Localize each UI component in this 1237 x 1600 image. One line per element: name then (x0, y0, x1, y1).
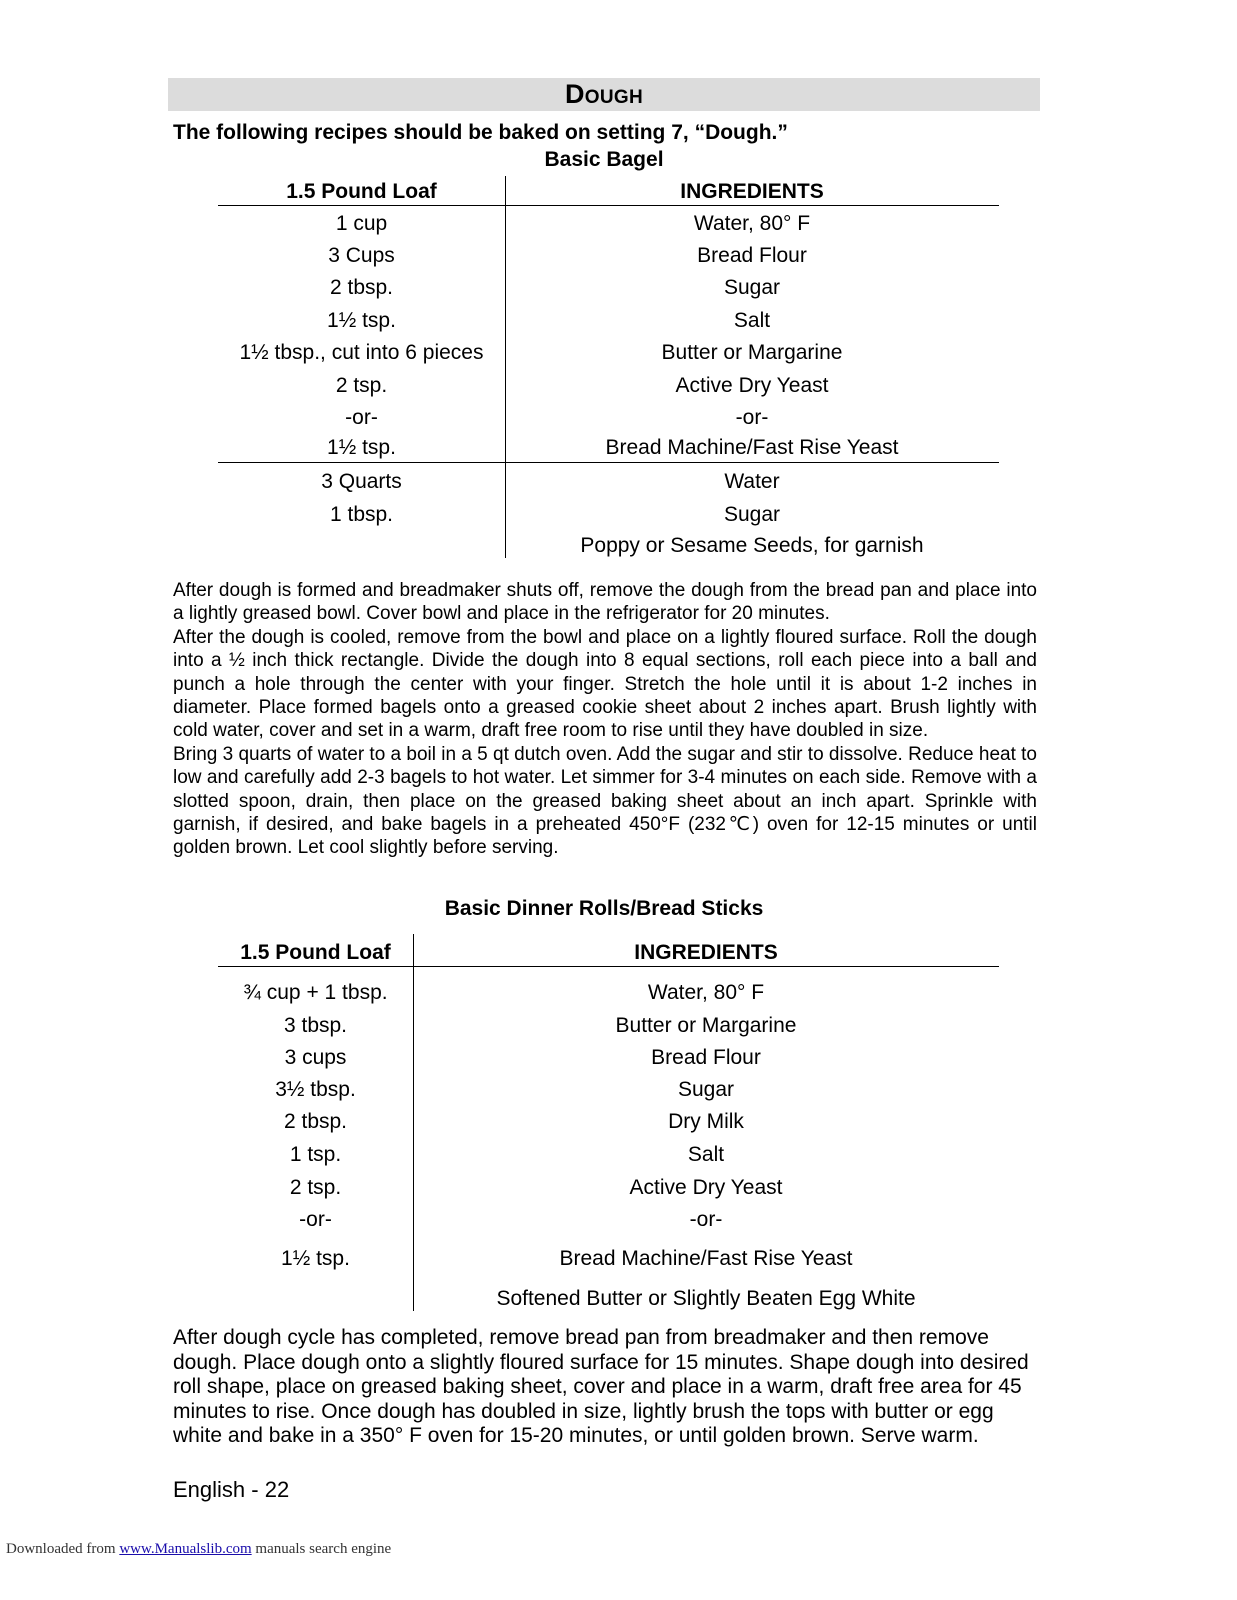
ingredient-cell: Sugar (677, 1078, 735, 1101)
ingredient-cell: Dry Milk (668, 1110, 744, 1133)
amount-cell: 3 Cups (328, 244, 395, 267)
ingredient-cell: Sugar (723, 503, 781, 526)
column-header-ingredients: INGREDIENTS (634, 941, 778, 964)
amount-cell: 3 cups (284, 1046, 347, 1069)
ingredient-cell: Salt (687, 1143, 725, 1166)
amount-cell: 1½ tsp. (327, 309, 396, 332)
ingredient-cell: Bread Flour (697, 244, 807, 267)
section-header (168, 78, 1040, 111)
ingredient-cell: Water, 80° F (647, 981, 765, 1004)
column-header-amount: 1.5 Pound Loaf (240, 941, 391, 964)
ingredient-cell: Bread Machine/Fast Rise Yeast (605, 436, 899, 459)
ingredient-cell: -or- (689, 1208, 723, 1231)
download-suffix: manuals search engine (251, 1541, 392, 1557)
instruction-paragraph: Bring 3 quarts of water to a boil in a 5 qt dutch oven. Add the sugar and stir to dissolve. Reduce heat to low and carefully add 2-3 bagels to hot water. Let simmer for 3-4 minutes on each side. Remove with a slotted spoon, drain, then place on the greased baking sheet about an inch apart. Sprinkle with garnish, if desired, and bake bagels in a preheated 450°F (232℃) oven for 12-15 minutes or until golden brown. Let cool slightly before serving. (173, 743, 1037, 859)
instruction-paragraph: After the dough is cooled, remove from the bowl and place on a lightly floured surface. Roll the dough into a ½ inch thick rectangle. Divide the dough into 8 equal sections, roll each piece into a ball and punch a hole through the center with your finger. Stretch the hole until it is about 1-2 inches in diameter. Place formed bagels onto a greased cookie sheet about 2 inches apart. Brush lightly with cold water, cover and set in a warm, draft free room to rise until they have doubled in size. (173, 626, 1037, 742)
ingredient-cell: Butter or Margarine (661, 341, 843, 364)
download-prefix: Downloaded from (6, 1541, 120, 1557)
amount-cell: 2 tsp. (289, 1176, 342, 1199)
bagel-instructions (173, 579, 1037, 860)
manualslib-link[interactable]: www.Manualslib.com (119, 1541, 252, 1557)
ingredient-cell: Water, 80° F (693, 212, 811, 235)
ingredient-cell: Softened Butter or Slightly Beaten Egg White (496, 1287, 916, 1310)
column-header-ingredients: INGREDIENTS (680, 180, 824, 203)
ingredient-cell: Bread Flour (651, 1046, 761, 1069)
ingredient-cell: Bread Machine/Fast Rise Yeast (559, 1247, 853, 1270)
ingredient-cell: Active Dry Yeast (629, 1176, 783, 1199)
amount-cell: ¾ cup + 1 tbsp. (243, 981, 388, 1004)
ingredient-cell: Active Dry Yeast (675, 374, 829, 397)
amount-cell: 3½ tbsp. (275, 1078, 356, 1101)
amount-cell: 1 cup (335, 212, 388, 235)
amount-cell: -or- (299, 1208, 332, 1231)
table-rule (218, 462, 999, 463)
ingredient-cell: Salt (733, 309, 771, 332)
table-rule (218, 205, 999, 206)
intro-text: The following recipes should be baked on setting 7, “Dough.” (173, 121, 788, 144)
amount-cell: 2 tbsp. (283, 1110, 348, 1133)
amount-cell: 1½ tsp. (281, 1247, 350, 1270)
rolls-instructions: After dough cycle has completed, remove bread pan from breadmaker and then remove dough. Place dough onto a slightly floured surface for 15 minutes. Shape dough into desired roll shape, place on greased baking sheet, cover and place in a warm, draft free area for 45 minutes to rise. Once dough has doubled in size, lightly brush the tops with butter or egg white and bake in a 350° F oven for 15-20 minutes, or until golden brown. Serve warm. (173, 1326, 1029, 1448)
amount-cell: 1½ tsp. (327, 436, 396, 459)
section-title: Dough (565, 79, 643, 109)
amount-cell: -or- (345, 406, 378, 429)
amount-cell: 1½ tbsp., cut into 6 pieces (239, 341, 484, 364)
page-number: English - 22 (173, 1477, 290, 1502)
amount-cell: 1 tbsp. (329, 503, 394, 526)
ingredient-cell: Poppy or Sesame Seeds, for garnish (580, 534, 924, 557)
bagel-title: Basic Bagel (544, 148, 664, 171)
rolls-title: Basic Dinner Rolls/Bread Sticks (444, 897, 764, 920)
amount-cell: 2 tbsp. (329, 276, 394, 299)
download-notice (6, 1541, 391, 1558)
instruction-paragraph: After dough is formed and breadmaker shuts off, remove the dough from the bread pan and place into a lightly greased bowl. Cover bowl and place in the refrigerator for 20 minutes. (173, 580, 1037, 625)
ingredient-cell: Water (724, 470, 780, 493)
table-rule (218, 966, 999, 967)
amount-cell: 1 tsp. (289, 1143, 342, 1166)
amount-cell: 2 tsp. (335, 374, 388, 397)
column-header-amount: 1.5 Pound Loaf (286, 180, 437, 203)
ingredient-cell: Sugar (723, 276, 781, 299)
ingredient-cell: Butter or Margarine (615, 1014, 797, 1037)
amount-cell: 3 Quarts (321, 470, 402, 493)
ingredient-cell: -or- (735, 406, 769, 429)
amount-cell: 3 tbsp. (283, 1014, 348, 1037)
